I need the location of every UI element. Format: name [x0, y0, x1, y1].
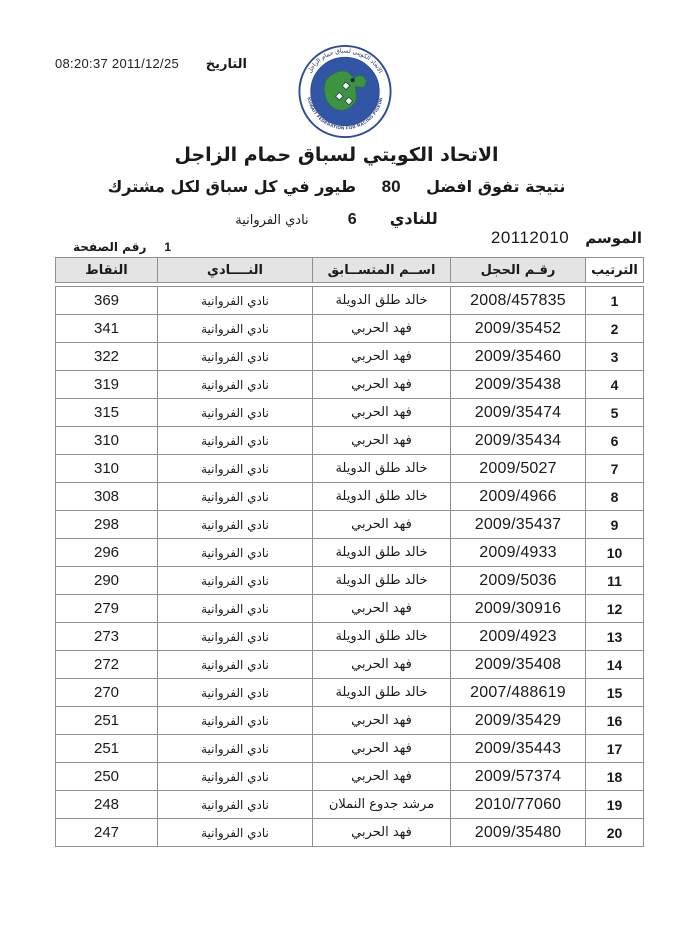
- table-row: [56, 427, 644, 455]
- cell-name: فهد الحربي: [313, 819, 451, 847]
- cell-club: نادي الفروانية: [158, 651, 313, 679]
- cell-rank: 20: [586, 819, 644, 847]
- cell-club: نادي الفروانية: [158, 679, 313, 707]
- cell-club: نادي الفروانية: [158, 455, 313, 483]
- table-row: [56, 567, 644, 595]
- cell-ring: 2009/35460: [451, 343, 586, 371]
- cell-club: نادي الفروانية: [158, 791, 313, 819]
- cell-name: فهد الحربي: [313, 371, 451, 399]
- cell-ring: 2009/35408: [451, 651, 586, 679]
- table-row: [56, 371, 644, 399]
- date-value: 08:20:37 2011/12/25: [55, 56, 180, 71]
- cell-ring: 2009/35429: [451, 707, 586, 735]
- cell-club: نادي الفروانية: [158, 735, 313, 763]
- cell-club: نادي الفروانية: [158, 427, 313, 455]
- cell-name: فهد الحربي: [313, 427, 451, 455]
- cell-rank: 4: [586, 371, 644, 399]
- cell-club: نادي الفروانية: [158, 371, 313, 399]
- cell-points: 272: [56, 651, 158, 679]
- cell-rank: 17: [586, 735, 644, 763]
- table-row: [56, 735, 644, 763]
- svg-text:KUWAIT FEDERATION FOR RACING P: KUWAIT FEDERATION FOR RACING PIGEON: [306, 96, 384, 131]
- subtitle-number: 80: [381, 177, 401, 196]
- table-row: [56, 763, 644, 791]
- cell-rank: 18: [586, 763, 644, 791]
- cell-rank: 16: [586, 707, 644, 735]
- club-label: للنادي: [389, 209, 438, 228]
- cell-points: 310: [56, 455, 158, 483]
- pigeon-federation-seal-icon: [295, 44, 395, 139]
- cell-club: نادي الفروانية: [158, 539, 313, 567]
- cell-ring: 2009/35452: [451, 315, 586, 343]
- cell-ring: 2009/35434: [451, 427, 586, 455]
- cell-name: فهد الحربي: [313, 763, 451, 791]
- cell-club: نادي الفروانية: [158, 287, 313, 315]
- cell-points: 319: [56, 371, 158, 399]
- cell-ring: 2009/35443: [451, 735, 586, 763]
- table-row: [56, 511, 644, 539]
- season-label: الموسم: [585, 229, 642, 247]
- cell-club: نادي الفروانية: [158, 819, 313, 847]
- cell-points: 251: [56, 735, 158, 763]
- cell-rank: 8: [586, 483, 644, 511]
- cell-ring: 2009/35474: [451, 399, 586, 427]
- cell-points: 322: [56, 343, 158, 371]
- cell-ring: 2010/77060: [451, 791, 586, 819]
- subtitle-prefix: نتيجة تفوق افضل: [426, 177, 566, 196]
- cell-ring: 2009/35438: [451, 371, 586, 399]
- cell-name: مرشد جدوع النملان: [313, 791, 451, 819]
- season-value: 20112010: [490, 228, 570, 247]
- cell-name: خالد طلق الدويلة: [313, 287, 451, 315]
- cell-ring: 2009/5027: [451, 455, 586, 483]
- header-row: [56, 258, 644, 283]
- table-row: [56, 399, 644, 427]
- cell-rank: 13: [586, 623, 644, 651]
- club-line: [0, 209, 673, 229]
- page-number-value: 1: [164, 240, 172, 254]
- cell-club: نادي الفروانية: [158, 595, 313, 623]
- cell-rank: 2: [586, 315, 644, 343]
- cell-rank: 7: [586, 455, 644, 483]
- column-header-points: النقاط: [56, 258, 158, 283]
- cell-rank: 3: [586, 343, 644, 371]
- cell-club: نادي الفروانية: [158, 343, 313, 371]
- cell-rank: 11: [586, 567, 644, 595]
- table-row: [56, 707, 644, 735]
- cell-points: 273: [56, 623, 158, 651]
- cell-points: 270: [56, 679, 158, 707]
- table-row: [56, 595, 644, 623]
- cell-rank: 12: [586, 595, 644, 623]
- cell-name: فهد الحربي: [313, 511, 451, 539]
- cell-ring: 2009/35437: [451, 511, 586, 539]
- cell-points: 279: [56, 595, 158, 623]
- table-row: [56, 651, 644, 679]
- cell-ring: 2009/35480: [451, 819, 586, 847]
- cell-rank: 9: [586, 511, 644, 539]
- cell-points: 315: [56, 399, 158, 427]
- cell-points: 290: [56, 567, 158, 595]
- table-row: [56, 455, 644, 483]
- table-row: [56, 343, 644, 371]
- page-number-label: رقم الصفحة: [73, 240, 147, 254]
- cell-ring: 2009/4933: [451, 539, 586, 567]
- column-header-name: اســم المتســابق: [313, 258, 451, 283]
- cell-club: نادي الفروانية: [158, 483, 313, 511]
- table-row: [56, 623, 644, 651]
- table-row: [56, 315, 644, 343]
- federation-seal-logo: [295, 44, 395, 139]
- svg-text:الاتحاد الكويتي لسباق حمام الز: الاتحاد الكويتي لسباق حمام الزاجل: [307, 48, 383, 75]
- cell-points: 251: [56, 707, 158, 735]
- table-row: [56, 483, 644, 511]
- cell-name: خالد طلق الدويلة: [313, 539, 451, 567]
- cell-name: فهد الحربي: [313, 399, 451, 427]
- column-header-club: النــــادي: [158, 258, 313, 283]
- subtitle-suffix: طيور في كل سباق لكل مشترك: [107, 177, 357, 196]
- cell-ring: 2009/4923: [451, 623, 586, 651]
- cell-points: 298: [56, 511, 158, 539]
- cell-points: 250: [56, 763, 158, 791]
- cell-points: 341: [56, 315, 158, 343]
- date-label: التاريخ: [205, 57, 247, 72]
- results-body-table: [55, 286, 644, 847]
- table-row: [56, 287, 644, 315]
- cell-rank: 10: [586, 539, 644, 567]
- table-row: [56, 679, 644, 707]
- cell-club: نادي الفروانية: [158, 315, 313, 343]
- cell-club: نادي الفروانية: [158, 511, 313, 539]
- cell-club: نادي الفروانية: [158, 707, 313, 735]
- cell-club: نادي الفروانية: [158, 623, 313, 651]
- cell-name: فهد الحربي: [313, 707, 451, 735]
- table-row: [56, 791, 644, 819]
- cell-name: خالد طلق الدويلة: [313, 623, 451, 651]
- cell-points: 310: [56, 427, 158, 455]
- cell-ring: 2009/5036: [451, 567, 586, 595]
- season-line: [491, 228, 642, 248]
- cell-name: خالد طلق الدويلة: [313, 567, 451, 595]
- cell-rank: 19: [586, 791, 644, 819]
- cell-name: خالد طلق الدويلة: [313, 679, 451, 707]
- cell-points: 248: [56, 791, 158, 819]
- cell-rank: 14: [586, 651, 644, 679]
- results-table: [55, 257, 643, 847]
- cell-rank: 6: [586, 427, 644, 455]
- cell-name: فهد الحربي: [313, 595, 451, 623]
- cell-club: نادي الفروانية: [158, 763, 313, 791]
- cell-name: فهد الحربي: [313, 651, 451, 679]
- table-row: [56, 539, 644, 567]
- cell-points: 369: [56, 287, 158, 315]
- cell-ring: 2009/57374: [451, 763, 586, 791]
- page-title: الاتحاد الكويتي لسباق حمام الزاجل: [174, 144, 499, 166]
- cell-ring: 2009/4966: [451, 483, 586, 511]
- date-line: [55, 56, 247, 72]
- cell-ring: 2009/30916: [451, 595, 586, 623]
- cell-name: فهد الحربي: [313, 343, 451, 371]
- cell-points: 247: [56, 819, 158, 847]
- column-header-rank: الترتيب: [586, 258, 644, 283]
- cell-points: 296: [56, 539, 158, 567]
- cell-points: 308: [56, 483, 158, 511]
- cell-rank: 5: [586, 399, 644, 427]
- cell-ring: 2007/488619: [451, 679, 586, 707]
- cell-rank: 15: [586, 679, 644, 707]
- cell-club: نادي الفروانية: [158, 567, 313, 595]
- cell-rank: 1: [586, 287, 644, 315]
- column-header-ring: رقـم الحجل: [451, 258, 586, 283]
- cell-ring: 2008/457835: [451, 287, 586, 315]
- cell-name: خالد طلق الدويلة: [313, 483, 451, 511]
- table-row: [56, 819, 644, 847]
- result-subtitle: [0, 177, 673, 197]
- results-header-table: [55, 257, 644, 283]
- page-number-line: [73, 240, 171, 254]
- cell-club: نادي الفروانية: [158, 399, 313, 427]
- cell-name: فهد الحربي: [313, 315, 451, 343]
- cell-name: فهد الحربي: [313, 735, 451, 763]
- cell-name: خالد طلق الدويلة: [313, 455, 451, 483]
- club-name: نادي الفروانية: [235, 213, 309, 228]
- club-number: 6: [347, 211, 357, 228]
